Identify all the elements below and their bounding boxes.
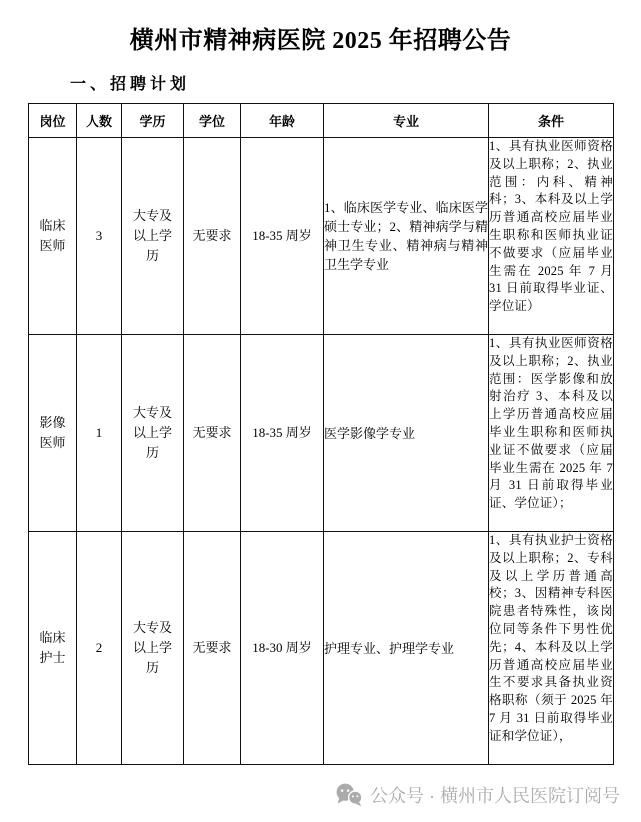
wechat-icon [335, 783, 363, 807]
table-row-imaging-physician [29, 335, 614, 532]
col-header-age: 年龄 [241, 104, 324, 138]
cell-position [29, 335, 77, 532]
table-row-clinical-nurse [29, 532, 614, 765]
recruitment-plan-table [28, 103, 614, 765]
table-row-clinical-physician [29, 138, 614, 335]
col-header-major: 专业 [324, 104, 489, 138]
cell-count: 2 [77, 532, 122, 765]
cell-position [29, 138, 77, 335]
position-text: 临床医师 [39, 218, 66, 253]
cell-age: 18-30 周岁 [241, 532, 324, 765]
cell-conditions: 1、具有执业医师资格及以上职称；2、执业范围：医学影像和放射治疗 3、本科及以上学历普通高校应届毕业生职称和医师执业证不做要求（应届毕业生需在 2025 年 7 月 31 日前取得毕业证、学位证）； [489, 335, 614, 532]
cell-education [122, 138, 184, 335]
col-header-education: 学历 [122, 104, 184, 138]
cell-count: 3 [77, 138, 122, 335]
position-text: 影像医师 [39, 415, 66, 450]
education-text: 大专及以上学历 [133, 620, 173, 675]
cell-major: 医学影像学专业 [324, 335, 489, 532]
cell-degree: 无要求 [184, 532, 241, 765]
footer-watermark [335, 782, 620, 808]
cell-education [122, 335, 184, 532]
cell-degree: 无要求 [184, 335, 241, 532]
cell-position [29, 532, 77, 765]
col-header-position: 岗位 [29, 104, 77, 138]
cell-count: 1 [77, 335, 122, 532]
col-header-count: 人数 [77, 104, 122, 138]
col-header-degree: 学位 [184, 104, 241, 138]
col-header-conditions: 条件 [489, 104, 614, 138]
position-text: 临床护士 [39, 630, 66, 665]
education-text: 大专及以上学历 [133, 405, 173, 460]
table-header-row [29, 104, 614, 138]
cell-conditions: 1、具有执业医师资格及以上职称；2、执业范围：内科、精神科；3、本科及以上学历普通高校应届毕业生职称和医师执业证不做要求（应届毕业生需在 2025 年 7 月 31 日前取得毕业证、学位证） [489, 138, 614, 335]
cell-degree: 无要求 [184, 138, 241, 335]
section-heading: 一、招聘计划 [70, 76, 191, 93]
cell-age: 18-35 周岁 [241, 335, 324, 532]
cell-conditions: 1、具有执业护士资格及以上职称；2、专科及以上学历普通高校；3、因精神专科医院患者特殊性，该岗位同等条件下男性优先；4、本科及以上学历普通高校应届毕业生不要求具备执业资格职称（须于 2025 年 7 月 31 日前取得毕业证和学位证）， [489, 532, 614, 765]
cell-age: 18-35 周岁 [241, 138, 324, 335]
footer-text: 公众号 · 横州市人民医院订阅号 [370, 786, 620, 806]
cell-major: 护理专业、护理学专业 [324, 532, 489, 765]
page-title: 横州市精神病医院 2025 年招聘公告 [129, 28, 512, 54]
cell-education [122, 532, 184, 765]
education-text: 大专及以上学历 [133, 208, 173, 263]
cell-major: 1、临床医学专业、临床医学硕士专业；2、精神病学与精神卫生专业、精神病与精神卫生学专业 [324, 138, 489, 335]
